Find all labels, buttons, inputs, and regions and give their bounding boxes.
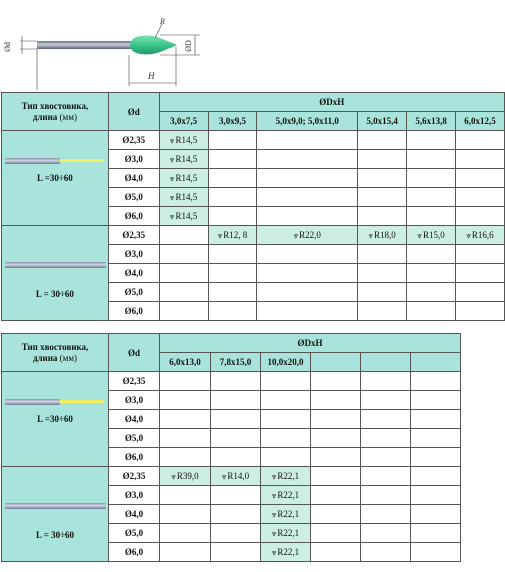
radius-cell [411,524,461,543]
radius-value: R14,5 [175,134,198,145]
radius-cell [159,264,208,283]
radius-cell [358,283,407,302]
radius-cell [456,207,505,226]
radius-cell [211,429,261,448]
radius-value: R22,1 [277,489,300,500]
radius-cell [261,543,311,562]
radius-cell [411,372,461,391]
radius-cell [311,524,361,543]
radius-cell [211,505,261,524]
shank-type-header: Тип хвостовика, длина (мм) [2,334,109,372]
radius-cell [257,302,358,321]
radius-cell [208,283,257,302]
size-header: 10,0x20,0 [261,353,311,372]
shank-illustration [5,503,106,509]
radius-cell [160,524,211,543]
radius-cell [411,543,461,562]
radius-cell [407,302,456,321]
radius-cell [358,302,407,321]
radius-cell [261,410,311,429]
radius-cell [361,505,411,524]
shank-diameter-cell: Ø4,0 [108,169,159,188]
radius-cell [208,226,257,245]
radius-marker-icon: ⩔ [466,230,471,240]
shank-diameter-cell: Ø2,35 [108,131,159,150]
radius-cell [257,169,358,188]
size-header: 7,8x15,0 [211,353,261,372]
radius-cell [456,169,505,188]
radius-cell [159,131,208,150]
radius-marker-icon: ⩔ [271,528,277,538]
radius-value: R14,0 [227,470,250,481]
radius-cell [407,188,456,207]
spec-table-1 [1,92,505,321]
shank-section-long [2,226,109,321]
radius-cell [361,524,411,543]
radius-cell [407,131,456,150]
radius-cell [257,150,358,169]
size-header [411,353,461,372]
shank-diameter-cell: Ø5,0 [108,283,159,302]
dxh-group-header: ØDxH [159,93,504,112]
radius-cell [358,131,407,150]
radius-cell [257,226,358,245]
radius-value: R18,0 [374,229,396,240]
radius-value: R16,6 [471,229,494,240]
radius-marker-icon: ⩔ [169,135,175,145]
shank-diameter-cell: Ø6,0 [109,543,160,562]
radius-cell [160,372,211,391]
radius-cell [208,188,257,207]
size-header: 3,0x7,5 [159,112,208,131]
radius-cell [159,283,208,302]
label-D: ØD [184,40,193,52]
radius-value: R15,0 [422,229,445,240]
radius-value: R39,0 [176,470,199,481]
radius-cell [407,169,456,188]
radius-cell [411,429,461,448]
radius-cell [211,410,261,429]
shank-diameter-cell: Ø3,0 [109,486,160,505]
label-d: Ød [3,42,12,52]
size-header: 3,0x9,5 [208,112,257,131]
table-row [2,226,505,245]
radius-cell [160,391,211,410]
radius-cell [261,467,311,486]
radius-cell [261,448,311,467]
shank-diameter-cell: Ø6,0 [108,207,159,226]
shank-shape [37,41,133,49]
radius-cell [358,150,407,169]
radius-cell [211,524,261,543]
radius-cell [208,131,257,150]
shank-diameter-cell: Ø6,0 [109,448,160,467]
radius-value: R22,1 [277,527,300,538]
radius-marker-icon: ⩔ [169,173,175,183]
shank-diameter-cell: Ø3,0 [108,150,159,169]
radius-cell [159,169,208,188]
radius-cell [261,505,311,524]
radius-cell [311,372,361,391]
radius-marker-icon: ⩔ [293,230,299,240]
shank-illustration [5,399,60,405]
shank-illustration [5,262,106,268]
radius-cell [407,150,456,169]
radius-cell [311,543,361,562]
radius-cell [160,410,211,429]
spec-table-2 [1,333,461,562]
radius-marker-icon: ⩔ [171,471,176,481]
radius-marker-icon: ⩔ [221,471,227,481]
shank-diameter-cell: Ø2,35 [109,467,160,486]
shank-diameter-cell: Ø5,0 [108,188,159,207]
label-H: H [148,71,155,81]
radius-cell [159,302,208,321]
radius-cell [159,150,208,169]
radius-cell [160,505,211,524]
radius-value: R22,1 [277,470,300,481]
radius-cell [456,131,505,150]
radius-cell [160,486,211,505]
d-header: Ød [109,334,160,372]
radius-cell [211,372,261,391]
radius-cell [456,226,505,245]
radius-cell [358,207,407,226]
shank-diameter-cell: Ø5,0 [109,524,160,543]
radius-cell [407,283,456,302]
radius-cell [257,264,358,283]
radius-cell [311,467,361,486]
radius-cell [208,245,257,264]
radius-cell [361,467,411,486]
radius-cell [456,264,505,283]
radius-cell [407,226,456,245]
radius-cell [407,264,456,283]
radius-cell [411,410,461,429]
size-header: 5,0x15,4 [358,112,407,131]
radius-cell [411,486,461,505]
shank-section-short [2,372,109,467]
radius-cell [361,543,411,562]
dxh-group-header: ØDxH [160,334,461,353]
shank-section-long [2,467,109,562]
radius-cell [208,150,257,169]
shank-diameter-cell: Ø2,35 [109,372,160,391]
radius-cell [358,245,407,264]
radius-marker-icon: ⩔ [169,154,175,164]
radius-cell [361,372,411,391]
radius-cell [358,188,407,207]
radius-marker-icon: ⩔ [169,211,175,221]
size-header: 5,6x13,8 [407,112,456,131]
radius-cell [358,264,407,283]
shank-length-label: L = 30÷60 [35,530,75,540]
radius-cell [358,226,407,245]
radius-cell [456,245,505,264]
radius-marker-icon: ⩔ [271,509,277,519]
radius-cell [208,169,257,188]
radius-value: R12, 8 [223,229,248,240]
radius-cell [456,283,505,302]
radius-marker-icon: ⩔ [169,192,175,202]
radius-value: R22,1 [277,508,300,519]
radius-cell [361,486,411,505]
radius-value: R14,5 [175,172,198,183]
shank-diameter-cell: Ø4,0 [108,264,159,283]
radius-value: R14,5 [175,191,198,202]
radius-cell [160,448,211,467]
radius-marker-icon: ⩔ [217,230,223,240]
radius-cell [311,429,361,448]
radius-cell [257,283,358,302]
radius-cell [456,302,505,321]
radius-cell [160,429,211,448]
radius-cell [311,448,361,467]
radius-value: R14,5 [175,210,198,221]
radius-value: R14,5 [175,153,198,164]
radius-cell [361,410,411,429]
size-header: 6,0x13,0 [160,353,211,372]
radius-cell [411,391,461,410]
radius-value: R22,0 [299,229,321,240]
radius-cell [211,391,261,410]
shank-length-label: L =30÷60 [36,173,73,183]
radius-cell [211,486,261,505]
radius-cell [361,391,411,410]
size-header [361,353,411,372]
radius-cell [257,188,358,207]
radius-cell [311,486,361,505]
shank-diameter-cell: Ø2,35 [108,226,159,245]
radius-cell [208,302,257,321]
radius-cell [261,524,311,543]
shank-section-short [2,131,109,226]
shank-diameter-cell: Ø3,0 [109,391,160,410]
shank-diameter-cell: Ø3,0 [108,245,159,264]
radius-cell [411,505,461,524]
radius-marker-icon: ⩔ [417,230,422,240]
shank-diameter-cell: Ø4,0 [109,410,160,429]
radius-cell [159,226,208,245]
radius-marker-icon: ⩔ [368,230,374,240]
radius-cell [160,543,211,562]
radius-cell [311,391,361,410]
radius-marker-icon: ⩔ [271,490,277,500]
radius-marker-icon: ⩔ [271,471,277,481]
label-R: R [160,17,165,26]
shank-yellow-marker [60,159,104,162]
shank-diameter-cell: Ø6,0 [108,302,159,321]
radius-marker-icon: ⩔ [271,547,277,557]
radius-cell [208,207,257,226]
tip-shape [130,36,177,55]
radius-cell [211,448,261,467]
radius-cell [361,448,411,467]
radius-cell [411,448,461,467]
radius-cell [261,372,311,391]
radius-cell [257,245,358,264]
radius-cell [257,207,358,226]
radius-cell [411,467,461,486]
radius-cell [261,429,311,448]
radius-cell [211,467,261,486]
shank-length-label: L = 30÷60 [35,289,74,299]
radius-cell [160,467,211,486]
radius-cell [257,131,358,150]
radius-cell [261,391,311,410]
radius-cell [159,188,208,207]
radius-cell [456,188,505,207]
radius-cell [358,169,407,188]
shank-type-header: Тип хвостовика, длина (мм) [2,93,109,131]
shank-diameter-cell: Ø5,0 [109,429,160,448]
radius-cell [311,410,361,429]
radius-cell [311,505,361,524]
table-row [2,467,461,486]
radius-cell [159,245,208,264]
bur-drawing [0,0,230,95]
radius-cell [456,150,505,169]
shank-diameter-cell: Ø4,0 [109,505,160,524]
radius-cell [159,207,208,226]
radius-cell [407,207,456,226]
size-header: 5,0x9,0; 5,0x11,0 [257,112,358,131]
table-row [2,131,505,150]
radius-cell [208,264,257,283]
size-header: 6,0x12,5 [456,112,505,131]
radius-cell [211,543,261,562]
table-row [2,372,461,391]
radius-cell [407,245,456,264]
size-header [311,353,361,372]
radius-cell [361,429,411,448]
d-header: Ød [108,93,159,131]
radius-cell [261,486,311,505]
shank-illustration [5,158,60,164]
shank-yellow-marker [60,400,104,403]
shank-length-label: L =30÷60 [37,414,73,424]
radius-value: R22,1 [277,546,300,557]
